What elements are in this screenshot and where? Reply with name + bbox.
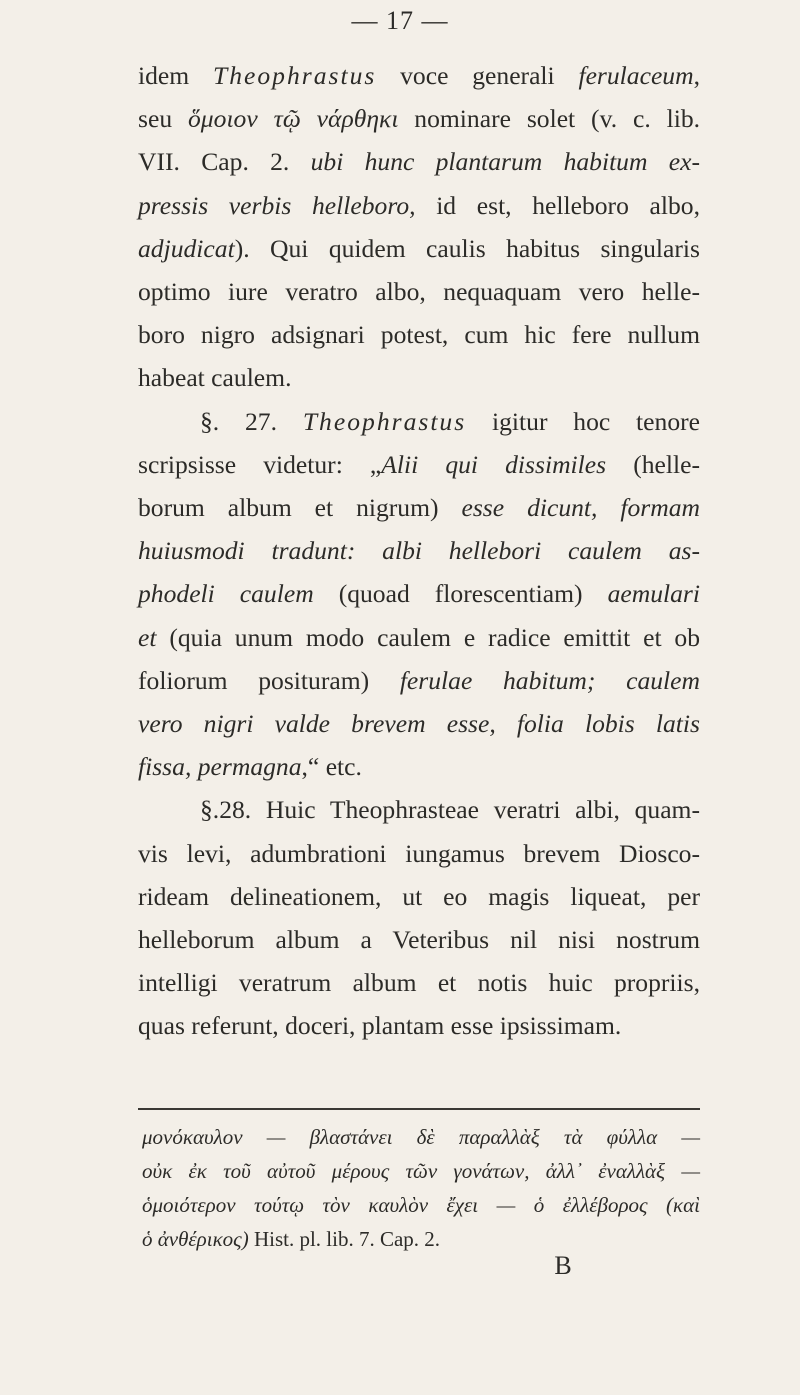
italic-text-segment: ferulaceum bbox=[578, 61, 694, 90]
footnote-line bbox=[142, 1154, 700, 1188]
text-segment: ). Qui quidem caulis habitus singularis bbox=[234, 233, 700, 263]
footnote-block bbox=[142, 1120, 700, 1256]
text-segment: igitur hoc tenore bbox=[466, 406, 701, 436]
text-segment: rideam delineationem, ut eo magis liqueat, per bbox=[138, 881, 700, 911]
footnote-line bbox=[142, 1188, 700, 1222]
italic-text-segment: ὁμοιότερον τούτῳ τὸν καυλὸν ἔχει — ὁ ἐλλέβορος (καὶ bbox=[142, 1193, 700, 1217]
text-line bbox=[138, 227, 700, 270]
text-line bbox=[138, 572, 700, 615]
text-line bbox=[138, 788, 700, 831]
text-segment: scripsisse videtur: „ bbox=[138, 449, 382, 479]
italic-text-segment: et bbox=[138, 622, 157, 652]
text-line bbox=[138, 918, 700, 961]
italic-text-segment: Theophrastus bbox=[212, 61, 377, 90]
text-segment: §.28. Huic Theophrasteae veratri albi, quam- bbox=[200, 795, 700, 825]
main-text-block bbox=[138, 54, 700, 1048]
text-line bbox=[138, 184, 700, 227]
text-line bbox=[138, 356, 700, 399]
text-line bbox=[138, 270, 700, 313]
text-segment: Hist. pl. lib. 7. Cap. 2. bbox=[248, 1227, 441, 1251]
text-segment: §. 27. bbox=[200, 406, 303, 436]
text-segment: quas referunt, doceri, plantam esse ipsissimam. bbox=[138, 1011, 622, 1041]
text-line bbox=[138, 745, 700, 788]
text-line bbox=[138, 529, 700, 572]
text-line bbox=[138, 659, 700, 702]
text-line bbox=[138, 400, 700, 443]
footnote-line bbox=[142, 1120, 700, 1154]
text-segment: , bbox=[693, 61, 700, 90]
text-segment: (quoad florescentiam) bbox=[313, 579, 608, 609]
text-segment: voce generali bbox=[376, 61, 579, 90]
text-segment: habeat caulem. bbox=[138, 363, 292, 393]
text-line bbox=[138, 616, 700, 659]
text-segment: optimo iure veratro albo, nequaquam vero helle- bbox=[138, 277, 700, 307]
italic-text-segment: vero nigri valde brevem esse, folia lobis latis bbox=[138, 709, 700, 739]
italic-text-segment: οὐκ ἐκ τοῦ αὐτοῦ μέρους τῶν γονάτων, ἀλλ᾽ ἐναλλὰξ — bbox=[142, 1159, 700, 1183]
footnote-line bbox=[142, 1222, 700, 1256]
text-line bbox=[138, 140, 700, 183]
text-line bbox=[138, 702, 700, 745]
text-segment: idem bbox=[138, 61, 213, 90]
italic-text-segment: adjudicat bbox=[138, 233, 235, 263]
italic-text-segment: phodeli caulem bbox=[138, 579, 314, 609]
italic-text-segment: Theophrastus bbox=[302, 406, 467, 436]
italic-text-segment: Alii qui dissimiles bbox=[381, 449, 607, 479]
italic-text-segment: fissa, permagna bbox=[138, 752, 302, 782]
text-line bbox=[138, 97, 700, 140]
text-segment: id est, helleboro albo, bbox=[415, 190, 700, 220]
text-segment: intelligi veratrum album et notis huic propriis, bbox=[138, 968, 700, 998]
footnote-separator-rule bbox=[138, 1108, 700, 1110]
text-segment: VII. Cap. 2. bbox=[138, 147, 311, 177]
italic-text-segment: pressis verbis helleboro, bbox=[138, 190, 416, 220]
text-segment: helleborum album a Veteribus nil nisi nostrum bbox=[138, 925, 700, 955]
italic-text-segment: μονόκαυλον — βλαστάνει δὲ παραλλὰξ τὰ φύλλα — bbox=[142, 1125, 700, 1149]
text-segment: foliorum posituram) bbox=[138, 665, 400, 695]
text-line bbox=[138, 313, 700, 356]
italic-text-segment: ferulae habitum; caulem bbox=[399, 665, 700, 695]
text-line bbox=[138, 832, 700, 875]
signature-mark: B bbox=[554, 1251, 572, 1280]
italic-text-segment: ὅμοιον τῷ νάρθηκι bbox=[188, 104, 399, 134]
text-line bbox=[138, 875, 700, 918]
text-segment: (quia unum modo caulem e radice emittit et ob bbox=[156, 622, 700, 652]
text-segment: borum album et nigrum) bbox=[138, 493, 462, 523]
text-line bbox=[138, 961, 700, 1004]
text-line bbox=[138, 443, 700, 486]
text-line bbox=[138, 1004, 700, 1047]
text-segment: vis levi, adumbrationi iungamus brevem Diosco- bbox=[138, 838, 700, 868]
text-segment: ,“ etc. bbox=[301, 752, 362, 782]
italic-text-segment: huiusmodi tradunt: albi hellebori caulem as- bbox=[138, 536, 700, 566]
text-segment: (helle- bbox=[606, 449, 700, 479]
italic-text-segment: ubi hunc plantarum habitum ex- bbox=[310, 147, 700, 177]
text-segment: boro nigro adsignari potest, cum hic fere nullum bbox=[138, 320, 700, 350]
text-line bbox=[138, 54, 700, 97]
text-segment: nominare solet (v. c. lib. bbox=[398, 104, 701, 134]
text-line bbox=[138, 486, 700, 529]
italic-text-segment: aemulari bbox=[607, 579, 700, 609]
page-number: — 17 — bbox=[351, 6, 449, 35]
italic-text-segment: ὁ ἀνθέρικος) bbox=[142, 1227, 249, 1251]
italic-text-segment: esse dicunt, formam bbox=[461, 493, 701, 523]
text-segment: seu bbox=[138, 104, 188, 134]
